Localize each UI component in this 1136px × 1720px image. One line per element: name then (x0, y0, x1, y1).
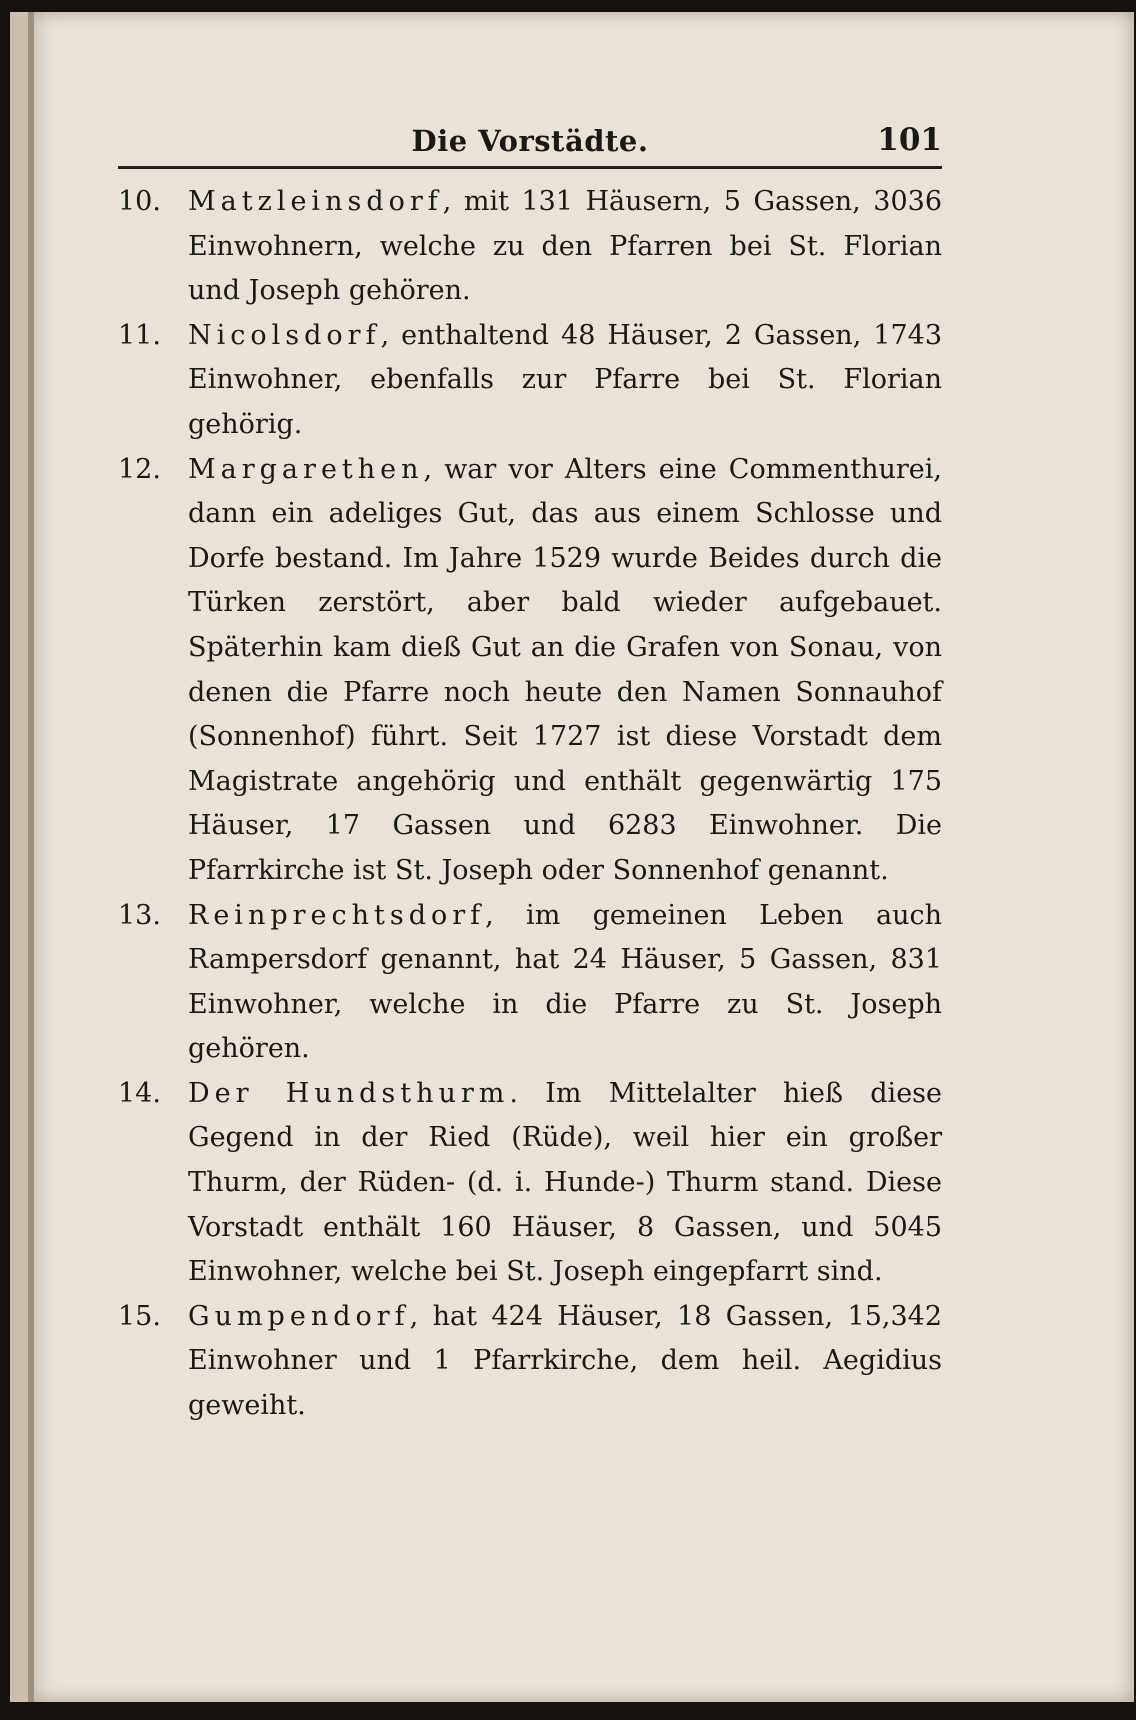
entry-number: 13. (118, 899, 161, 931)
entry-number: 15. (118, 1300, 161, 1332)
entry-text: , im gemeinen Leben auch Rampersdorf genannt, hat 24 Häuser, 5 Gassen, 831 Einwohner, welche in die Pfarre zu St. Joseph gehören. (188, 899, 942, 1065)
entry-text: , hat 424 Häuser, 18 Gassen, 15,342 Einwohner und 1 Pfarrkirche, dem heil. Aegidius geweiht. (188, 1300, 942, 1422)
page-number: 101 (877, 122, 942, 158)
entry-text: , enthaltend 48 Häuser, 2 Gassen, 1743 Einwohner, ebenfalls zur Pfarre bei St. Florian gehörig. (188, 319, 942, 440)
book-spine-edge (28, 12, 34, 1702)
page-header (118, 118, 942, 160)
place-name: Margarethen (188, 453, 424, 485)
place-name: Reinprechtsdorf (188, 899, 486, 931)
entry-number: 10. (118, 186, 161, 217)
header-rule (118, 166, 942, 169)
entry-number: 12. (118, 453, 161, 485)
list-item (118, 314, 942, 448)
suburb-list (118, 180, 942, 1429)
place-name: Der Hundsthurm (188, 1077, 510, 1109)
list-item (118, 894, 942, 1072)
entry-text: , mit 131 Häusern, 5 Gassen, 3036 Einwohnern, welche zu den Pfarren bei St. Florian und Joseph gehören. (188, 186, 942, 307)
place-name: Nicolsdorf (188, 319, 381, 351)
list-item (118, 180, 942, 314)
list-item (118, 448, 942, 894)
entry-number: 11. (118, 319, 161, 351)
entry-number: 14. (118, 1077, 161, 1109)
entry-text: , war vor Alters eine Commenthurei, dann ein adeliges Gut, das aus einem Schlosse und Dorfe bestand. Im Jahre 1529 wurde Beides durch die Türken zerstört, aber bald wieder aufgebauet. Späterhin kam dieß Gut an die Grafen von Sonau, von denen die Pfarre noch heute den Namen Sonnauhof (Sonnenhof) führt. Seit 1727 ist diese Vorstadt dem Magistrate angehörig und enthält gegenwärtig 175 Häuser, 17 Gassen und 6283 Einwohner. Die Pfarrkirche ist St. Joseph oder Sonnenhof genannt. (188, 453, 942, 886)
place-name: Gumpendorf (188, 1300, 410, 1332)
list-item (118, 1295, 942, 1429)
running-title: Die Vorstädte. (411, 124, 649, 158)
entry-text: . Im Mittelalter hieß diese Gegend in der Ried (Rüde), weil hier ein großer Thurm, der Rüden- (d. i. Hunde-) Thurm stand. Diese Vorstadt enthält 160 Häuser, 8 Gassen, und 5045 Einwohner, welche bei St. Joseph eingepfarrt sind. (188, 1077, 943, 1288)
place-name: Matzleinsdorf (188, 186, 443, 217)
list-item (118, 1072, 942, 1295)
